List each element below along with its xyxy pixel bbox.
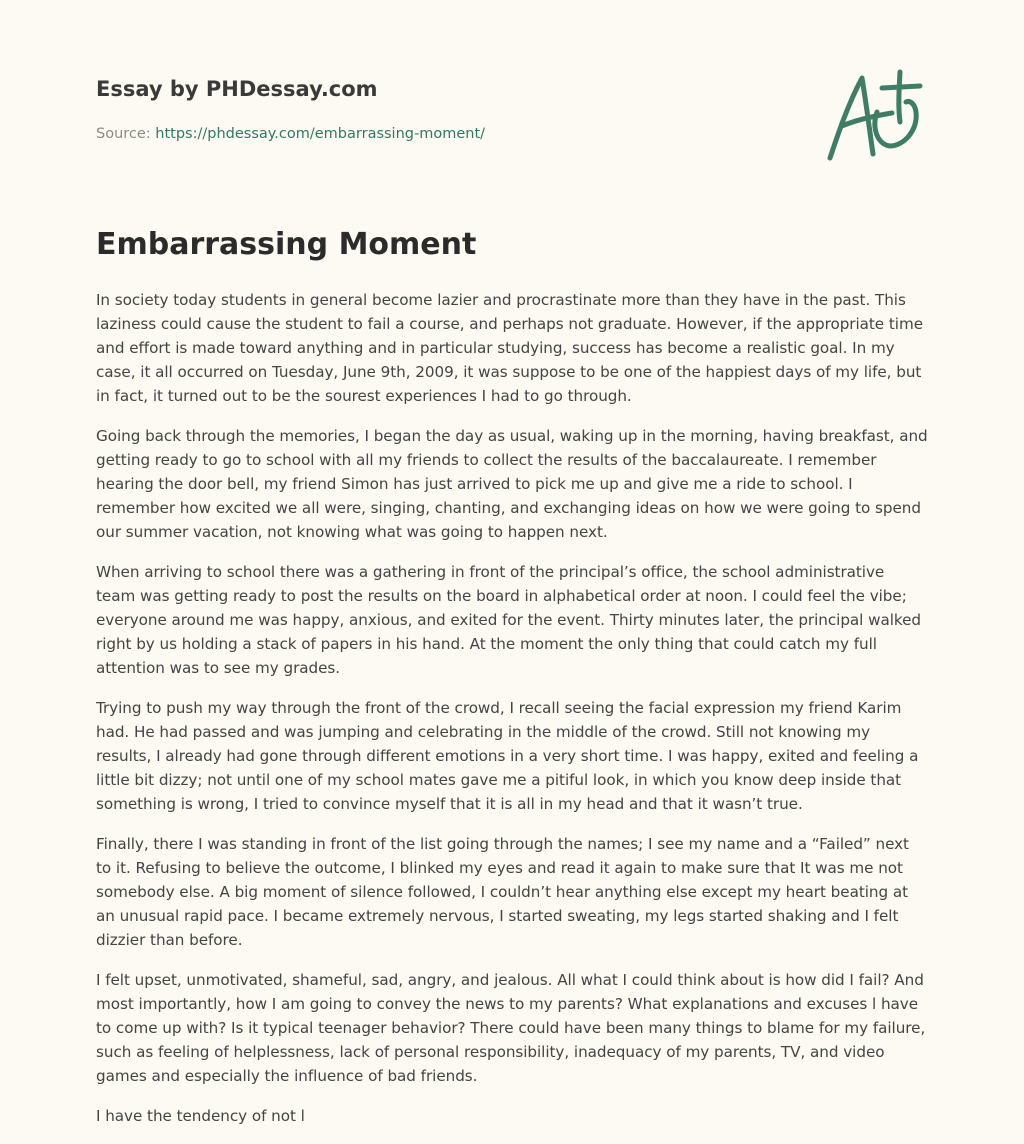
brand-title: Essay by PHDessay.com bbox=[96, 77, 378, 101]
paragraph: In society today students in general become lazier and procrastinate more than they have in the past. This laziness could cause the student to fail a course, and perhaps not graduate. However, if the appropriate time and effort is made toward anything and in particular studying, success has become a realistic goal. In my case, it all occurred on Tuesday, June 9th, 2009, it was suppose to be one of the happiest days of my life, but in fact, it turned out to be the sourest experiences I had to go through. bbox=[96, 291, 923, 405]
paragraph-truncated: I have the tendency of not l bbox=[96, 1107, 305, 1125]
essay-body bbox=[96, 288, 928, 1128]
source-link[interactable]: https://phdessay.com/embarrassing-moment/ bbox=[155, 126, 486, 142]
essay-article bbox=[96, 226, 928, 1144]
page-title: Embarrassing Moment bbox=[96, 227, 477, 262]
essay-header bbox=[96, 74, 796, 144]
paragraph: Going back through the memories, I began the day as usual, waking up in the morning, having breakfast, and getting ready to go to school with all my friends to collect the results of the baccalaureate. I remember hearing the door bell, my friend Simon has just arrived to pick me up and give me a ride to school. I remember how excited we all were, singing, chanting, and exchanging ideas on how we were going to spend our summer vacation, not knowing what was going to happen next. bbox=[96, 427, 928, 541]
paragraph: I felt upset, unmotivated, shameful, sad, angry, and jealous. All what I could think about is how did I fail? And most importantly, how I am going to convey the news to my parents? What explanations and excuses l have to come up with? Is it typical teenager behavior? There could have been many things to blame for my failure, such as feeling of helplessness, lack of personal responsibility, inadequacy of my parents, TV, and video games and especially the influence of bad friends. bbox=[96, 971, 926, 1085]
source-label: Source: bbox=[96, 126, 151, 142]
source-line bbox=[96, 124, 796, 144]
a-plus-grade-icon bbox=[822, 66, 926, 164]
paragraph: When arriving to school there was a gathering in front of the principal’s office, the school administrative team was getting ready to post the results on the board in alphabetical order at noon. I could feel the vibe; everyone around me was happy, anxious, and exited for the event. Thirty minutes later, the principal walked right by us holding a stack of papers in his hand. At the moment the only thing that could catch my full attention was to see my grades. bbox=[96, 563, 922, 677]
paragraph: Finally, there I was standing in front of the list going through the names; I see my name and a “Failed” next to it. Refusing to believe the outcome, I blinked my eyes and read it again to make sure that It was me not somebody else. A big moment of silence followed, I couldn’t hear anything else except my heart beating at an unusual rapid pace. I became extremely nervous, I started sweating, my legs started shaking and I felt dizzier than before. bbox=[96, 835, 909, 949]
paragraph: Trying to push my way through the front of the crowd, I recall seeing the facial expression my friend Karim had. He had passed and was jumping and celebrating in the middle of the crowd. Still not knowing my results, I already had gone through different emotions in a very short time. I was happy, exited and feeling a little bit dizzy; not until one of my school mates gave me a pitiful look, in which you know deep inside that something is wrong, I tried to convince myself that it is all in my head and that it wasn’t true. bbox=[96, 699, 919, 813]
